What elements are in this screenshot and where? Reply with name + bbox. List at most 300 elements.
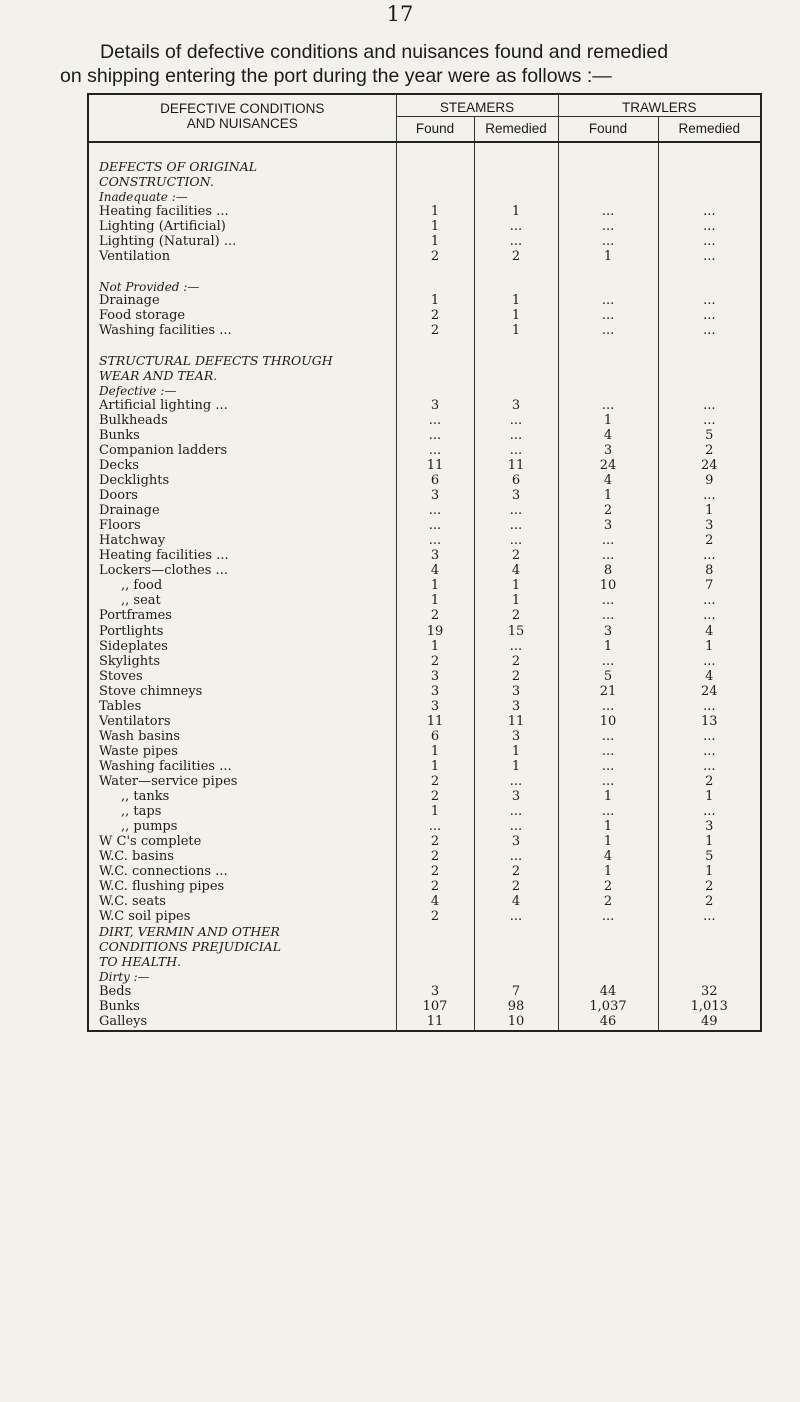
row-label: Drainage: [88, 504, 396, 519]
steamers-found-cell: [396, 970, 474, 985]
section-row: [88, 925, 761, 940]
steamers-remedied-cell: 1: [474, 579, 558, 594]
steamers-found-cell: [396, 354, 474, 369]
steamers-found-cell: 3: [396, 549, 474, 564]
trawlers-remedied-cell: 7: [658, 579, 761, 594]
row-label: Bunks: [88, 429, 396, 444]
section-heading: WEAR AND TEAR.: [88, 369, 396, 384]
trawlers-remedied-cell: 2: [658, 775, 761, 790]
steamers-remedied-cell: [474, 280, 558, 295]
steamers-found-cell: 2: [396, 880, 474, 895]
section-heading: STRUCTURAL DEFECTS THROUGH: [88, 354, 396, 369]
steamers-remedied-cell: ...: [474, 534, 558, 549]
steamers-remedied-cell: [474, 384, 558, 399]
trawlers-found-cell: 3: [558, 444, 658, 459]
steamers-remedied-cell: 1: [474, 594, 558, 609]
trawlers-found-cell: 1: [558, 489, 658, 504]
trawlers-remedied-cell: ...: [658, 294, 761, 309]
row-label: ,, tanks: [88, 790, 396, 805]
row-label: W C's complete: [88, 835, 396, 850]
row-label: Washing facilities ...: [88, 760, 396, 775]
header-conditions-line-2: AND NUISANCES: [186, 116, 298, 131]
trawlers-remedied-cell: ...: [658, 594, 761, 609]
table-row: [88, 220, 761, 235]
subsection-heading: Inadequate :—: [88, 190, 396, 205]
trawlers-found-cell: ...: [558, 655, 658, 670]
row-label: ,, seat: [88, 594, 396, 609]
steamers-found-cell: 3: [396, 399, 474, 414]
trawlers-found-cell: 10: [558, 579, 658, 594]
steamers-found-cell: [396, 339, 474, 354]
trawlers-found-cell: [558, 955, 658, 970]
steamers-found-cell: 6: [396, 730, 474, 745]
steamers-remedied-cell: 3: [474, 399, 558, 414]
section-row: [88, 369, 761, 384]
trawlers-found-cell: 1: [558, 414, 658, 429]
trawlers-remedied-cell: ...: [658, 805, 761, 820]
steamers-remedied-cell: 7: [474, 985, 558, 1000]
table-row: [88, 235, 761, 250]
row-label: Companion ladders: [88, 444, 396, 459]
trawlers-found-cell: [558, 280, 658, 295]
steamers-found-cell: [396, 940, 474, 955]
trawlers-found-cell: [558, 925, 658, 940]
steamers-remedied-cell: ...: [474, 444, 558, 459]
row-label: Heating facilities ...: [88, 205, 396, 220]
steamers-remedied-cell: ...: [474, 414, 558, 429]
trawlers-remedied-cell: 2: [658, 895, 761, 910]
trawlers-remedied-cell: ...: [658, 609, 761, 624]
table-row: [88, 579, 761, 594]
steamers-found-cell: 1: [396, 205, 474, 220]
steamers-found-cell: 2: [396, 309, 474, 324]
table-row: [88, 850, 761, 865]
steamers-found-cell: 4: [396, 895, 474, 910]
steamers-remedied-cell: [474, 940, 558, 955]
steamers-found-cell: 2: [396, 324, 474, 339]
steamers-found-cell: ...: [396, 429, 474, 444]
row-label: Floors: [88, 519, 396, 534]
trawlers-found-cell: ...: [558, 294, 658, 309]
steamers-found-cell: 2: [396, 865, 474, 880]
trawlers-found-cell: 2: [558, 504, 658, 519]
trawlers-found-cell: 4: [558, 850, 658, 865]
steamers-remedied-cell: [474, 339, 558, 354]
trawlers-found-cell: 4: [558, 429, 658, 444]
header-steamers: STEAMERS: [396, 94, 558, 116]
trawlers-found-cell: ...: [558, 235, 658, 250]
trawlers-remedied-cell: ...: [658, 399, 761, 414]
table-row: [88, 715, 761, 730]
table-row: [88, 489, 761, 504]
trawlers-remedied-cell: [658, 384, 761, 399]
section-heading: CONDITIONS PREJUDICIAL: [88, 940, 396, 955]
steamers-remedied-cell: 3: [474, 489, 558, 504]
table-row: [88, 880, 761, 895]
intro-line-2: on shipping entering the port during the year were as follows :—: [60, 65, 612, 87]
steamers-found-cell: 2: [396, 835, 474, 850]
row-label: Portlights: [88, 625, 396, 640]
trawlers-found-cell: ...: [558, 700, 658, 715]
steamers-remedied-cell: 3: [474, 730, 558, 745]
steamers-found-cell: 2: [396, 790, 474, 805]
steamers-remedied-cell: [474, 369, 558, 384]
trawlers-found-cell: 1: [558, 835, 658, 850]
row-label: Wash basins: [88, 730, 396, 745]
row-label: Bulkheads: [88, 414, 396, 429]
table-row: [88, 205, 761, 220]
trawlers-found-cell: ...: [558, 745, 658, 760]
steamers-remedied-cell: ...: [474, 805, 558, 820]
table-row: [88, 895, 761, 910]
steamers-remedied-cell: 3: [474, 685, 558, 700]
section-heading: TO HEALTH.: [88, 955, 396, 970]
trawlers-remedied-cell: 5: [658, 429, 761, 444]
table-row: [88, 594, 761, 609]
steamers-remedied-cell: 3: [474, 835, 558, 850]
trawlers-found-cell: 1,037: [558, 1000, 658, 1015]
trawlers-remedied-cell: ...: [658, 760, 761, 775]
steamers-found-cell: 2: [396, 250, 474, 265]
section-row: [88, 970, 761, 985]
row-label: ,, pumps: [88, 820, 396, 835]
section-row: [88, 160, 761, 175]
steamers-found-cell: 4: [396, 564, 474, 579]
steamers-found-cell: [396, 265, 474, 280]
trawlers-remedied-cell: ...: [658, 250, 761, 265]
table-row: [88, 519, 761, 534]
steamers-remedied-cell: 11: [474, 715, 558, 730]
section-row: [88, 955, 761, 970]
steamers-remedied-cell: ...: [474, 910, 558, 925]
spacer-row: [88, 265, 761, 280]
trawlers-found-cell: ...: [558, 399, 658, 414]
trawlers-found-cell: [558, 369, 658, 384]
trawlers-found-cell: 1: [558, 820, 658, 835]
section-row: [88, 354, 761, 369]
trawlers-remedied-cell: 1: [658, 504, 761, 519]
trawlers-found-cell: ...: [558, 910, 658, 925]
steamers-remedied-cell: 2: [474, 880, 558, 895]
trawlers-found-cell: 4: [558, 474, 658, 489]
trawlers-found-cell: [558, 940, 658, 955]
steamers-found-cell: 1: [396, 235, 474, 250]
steamers-remedied-cell: 2: [474, 549, 558, 564]
trawlers-remedied-cell: 24: [658, 459, 761, 474]
steamers-found-cell: 11: [396, 715, 474, 730]
table-row: [88, 309, 761, 324]
spacer-cell: [88, 265, 396, 280]
page-number: 17: [386, 2, 414, 26]
section-heading: CONSTRUCTION.: [88, 175, 396, 190]
row-label: Tables: [88, 700, 396, 715]
row-label: Washing facilities ...: [88, 324, 396, 339]
steamers-remedied-cell: 15: [474, 625, 558, 640]
steamers-remedied-cell: 2: [474, 655, 558, 670]
row-label: Waste pipes: [88, 745, 396, 760]
trawlers-remedied-cell: ...: [658, 549, 761, 564]
trawlers-remedied-cell: 3: [658, 820, 761, 835]
steamers-remedied-cell: [474, 175, 558, 190]
row-label: W.C. basins: [88, 850, 396, 865]
row-label: Ventilation: [88, 250, 396, 265]
steamers-remedied-cell: [474, 265, 558, 280]
steamers-remedied-cell: 10: [474, 1015, 558, 1031]
steamers-found-cell: 107: [396, 1000, 474, 1015]
trawlers-remedied-cell: ...: [658, 700, 761, 715]
steamers-found-cell: 1: [396, 294, 474, 309]
steamers-found-cell: [396, 280, 474, 295]
steamers-remedied-cell: [474, 354, 558, 369]
trawlers-found-cell: 44: [558, 985, 658, 1000]
table-row: [88, 399, 761, 414]
table-row: [88, 685, 761, 700]
trawlers-found-cell: 8: [558, 564, 658, 579]
steamers-found-cell: [396, 369, 474, 384]
table-row: [88, 700, 761, 715]
trawlers-found-cell: ...: [558, 549, 658, 564]
trawlers-found-cell: [558, 265, 658, 280]
section-row: [88, 280, 761, 295]
trawlers-found-cell: 1: [558, 250, 658, 265]
trawlers-remedied-cell: 1: [658, 790, 761, 805]
trawlers-remedied-cell: [658, 190, 761, 205]
section-row: [88, 940, 761, 955]
table-row: [88, 294, 761, 309]
trawlers-found-cell: [558, 160, 658, 175]
steamers-remedied-cell: ...: [474, 235, 558, 250]
steamers-found-cell: 3: [396, 685, 474, 700]
steamers-found-cell: 3: [396, 670, 474, 685]
table-row: [88, 625, 761, 640]
table-row: [88, 655, 761, 670]
trawlers-remedied-cell: 13: [658, 715, 761, 730]
trawlers-found-cell: 1: [558, 790, 658, 805]
steamers-remedied-cell: 1: [474, 294, 558, 309]
steamers-remedied-cell: [474, 925, 558, 940]
trawlers-found-cell: [558, 190, 658, 205]
row-label: Heating facilities ...: [88, 549, 396, 564]
table-row: [88, 474, 761, 489]
trawlers-found-cell: ...: [558, 775, 658, 790]
row-label: W.C. flushing pipes: [88, 880, 396, 895]
row-label: Skylights: [88, 655, 396, 670]
table-row: [88, 820, 761, 835]
trawlers-remedied-cell: 8: [658, 564, 761, 579]
section-row: [88, 384, 761, 399]
trawlers-found-cell: ...: [558, 730, 658, 745]
header-steamers-remedied: Remedied: [474, 116, 558, 142]
steamers-found-cell: 3: [396, 700, 474, 715]
row-label: Lockers—clothes ...: [88, 564, 396, 579]
table-row: [88, 640, 761, 655]
trawlers-found-cell: [558, 354, 658, 369]
table-row: [88, 534, 761, 549]
row-label: ,, taps: [88, 805, 396, 820]
row-label: Galleys: [88, 1015, 396, 1031]
trawlers-remedied-cell: ...: [658, 730, 761, 745]
trawlers-found-cell: 1: [558, 865, 658, 880]
trawlers-remedied-cell: ...: [658, 324, 761, 339]
table-row: [88, 790, 761, 805]
trawlers-found-cell: ...: [558, 324, 658, 339]
steamers-found-cell: 3: [396, 489, 474, 504]
table-row: [88, 444, 761, 459]
steamers-remedied-cell: 2: [474, 670, 558, 685]
table-body: [88, 142, 761, 1031]
steamers-found-cell: [396, 190, 474, 205]
trawlers-found-cell: 10: [558, 715, 658, 730]
table-row: [88, 745, 761, 760]
trawlers-remedied-cell: 4: [658, 670, 761, 685]
steamers-found-cell: ...: [396, 820, 474, 835]
row-label: Stove chimneys: [88, 685, 396, 700]
trawlers-found-cell: 5: [558, 670, 658, 685]
row-label: Hatchway: [88, 534, 396, 549]
trawlers-remedied-cell: 9: [658, 474, 761, 489]
table-row: [88, 730, 761, 745]
subsection-heading: Defective :—: [88, 384, 396, 399]
steamers-remedied-cell: 3: [474, 700, 558, 715]
trawlers-remedied-cell: ...: [658, 745, 761, 760]
table-row: [88, 865, 761, 880]
trawlers-remedied-cell: [658, 265, 761, 280]
steamers-remedied-cell: 1: [474, 205, 558, 220]
trawlers-remedied-cell: [658, 369, 761, 384]
trawlers-found-cell: [558, 970, 658, 985]
steamers-remedied-cell: 1: [474, 324, 558, 339]
row-label: Doors: [88, 489, 396, 504]
trawlers-found-cell: ...: [558, 220, 658, 235]
steamers-remedied-cell: ...: [474, 429, 558, 444]
steamers-found-cell: 2: [396, 655, 474, 670]
subsection-heading: Dirty :—: [88, 970, 396, 985]
trawlers-remedied-cell: 1: [658, 835, 761, 850]
table-row: [88, 504, 761, 519]
table-row: [88, 459, 761, 474]
steamers-remedied-cell: 2: [474, 250, 558, 265]
row-label: Lighting (Artificial): [88, 220, 396, 235]
steamers-found-cell: 19: [396, 625, 474, 640]
steamers-remedied-cell: 2: [474, 609, 558, 624]
section-row: [88, 190, 761, 205]
steamers-found-cell: ...: [396, 414, 474, 429]
steamers-found-cell: 1: [396, 220, 474, 235]
header-conditions: [88, 94, 396, 142]
table-row: [88, 414, 761, 429]
trawlers-found-cell: ...: [558, 205, 658, 220]
trawlers-remedied-cell: ...: [658, 414, 761, 429]
table-row: [88, 324, 761, 339]
trawlers-found-cell: [558, 384, 658, 399]
row-label: Decks: [88, 459, 396, 474]
steamers-remedied-cell: [474, 955, 558, 970]
row-label: ,, food: [88, 579, 396, 594]
trawlers-remedied-cell: [658, 940, 761, 955]
steamers-remedied-cell: 2: [474, 865, 558, 880]
trawlers-remedied-cell: ...: [658, 235, 761, 250]
steamers-found-cell: 1: [396, 579, 474, 594]
row-label: Beds: [88, 985, 396, 1000]
steamers-remedied-cell: ...: [474, 775, 558, 790]
trawlers-remedied-cell: 4: [658, 625, 761, 640]
trawlers-found-cell: ...: [558, 805, 658, 820]
trawlers-remedied-cell: ...: [658, 220, 761, 235]
trawlers-remedied-cell: [658, 339, 761, 354]
steamers-found-cell: 11: [396, 459, 474, 474]
table-row: [88, 429, 761, 444]
steamers-found-cell: ...: [396, 444, 474, 459]
table-row: [88, 805, 761, 820]
steamers-found-cell: [396, 175, 474, 190]
trawlers-found-cell: [558, 175, 658, 190]
row-label: Food storage: [88, 309, 396, 324]
trawlers-remedied-cell: 2: [658, 444, 761, 459]
steamers-found-cell: [396, 384, 474, 399]
trawlers-remedied-cell: ...: [658, 205, 761, 220]
steamers-remedied-cell: ...: [474, 820, 558, 835]
steamers-remedied-cell: 1: [474, 760, 558, 775]
intro-line-1: Details of defective conditions and nuisances found and remedied: [100, 41, 669, 63]
trawlers-remedied-cell: 2: [658, 534, 761, 549]
table-row: [88, 1015, 761, 1031]
table-row: [88, 1000, 761, 1015]
table-row: [88, 985, 761, 1000]
intro-paragraph: [60, 40, 800, 88]
steamers-remedied-cell: 4: [474, 895, 558, 910]
trawlers-found-cell: 3: [558, 519, 658, 534]
row-label: W.C. seats: [88, 895, 396, 910]
trawlers-remedied-cell: [658, 175, 761, 190]
trawlers-found-cell: ...: [558, 760, 658, 775]
trawlers-remedied-cell: 5: [658, 850, 761, 865]
trawlers-found-cell: ...: [558, 609, 658, 624]
row-label: Drainage: [88, 294, 396, 309]
trawlers-found-cell: 46: [558, 1015, 658, 1031]
table-row: [88, 775, 761, 790]
steamers-found-cell: ...: [396, 534, 474, 549]
trawlers-remedied-cell: ...: [658, 655, 761, 670]
header-trawlers-remedied: Remedied: [658, 116, 761, 142]
subsection-heading: Not Provided :—: [88, 280, 396, 295]
row-label: Stoves: [88, 670, 396, 685]
row-label: W.C. connections ...: [88, 865, 396, 880]
section-heading: DIRT, VERMIN AND OTHER: [88, 925, 396, 940]
row-label: Ventilators: [88, 715, 396, 730]
steamers-found-cell: 2: [396, 609, 474, 624]
steamers-remedied-cell: [474, 190, 558, 205]
header-trawlers: TRAWLERS: [558, 94, 761, 116]
steamers-found-cell: 1: [396, 760, 474, 775]
row-label: Bunks: [88, 1000, 396, 1015]
steamers-found-cell: 11: [396, 1015, 474, 1031]
trawlers-remedied-cell: [658, 955, 761, 970]
header-conditions-line-1: DEFECTIVE CONDITIONS: [160, 101, 325, 116]
trawlers-remedied-cell: [658, 354, 761, 369]
trawlers-remedied-cell: 32: [658, 985, 761, 1000]
trawlers-found-cell: 24: [558, 459, 658, 474]
table-row: [88, 760, 761, 775]
trawlers-remedied-cell: 1: [658, 640, 761, 655]
trawlers-remedied-cell: 24: [658, 685, 761, 700]
steamers-remedied-cell: [474, 160, 558, 175]
trawlers-found-cell: ...: [558, 534, 658, 549]
table-row: [88, 250, 761, 265]
trawlers-remedied-cell: 1,013: [658, 1000, 761, 1015]
steamers-remedied-cell: 11: [474, 459, 558, 474]
trawlers-remedied-cell: 1: [658, 865, 761, 880]
row-label: Portframes: [88, 609, 396, 624]
